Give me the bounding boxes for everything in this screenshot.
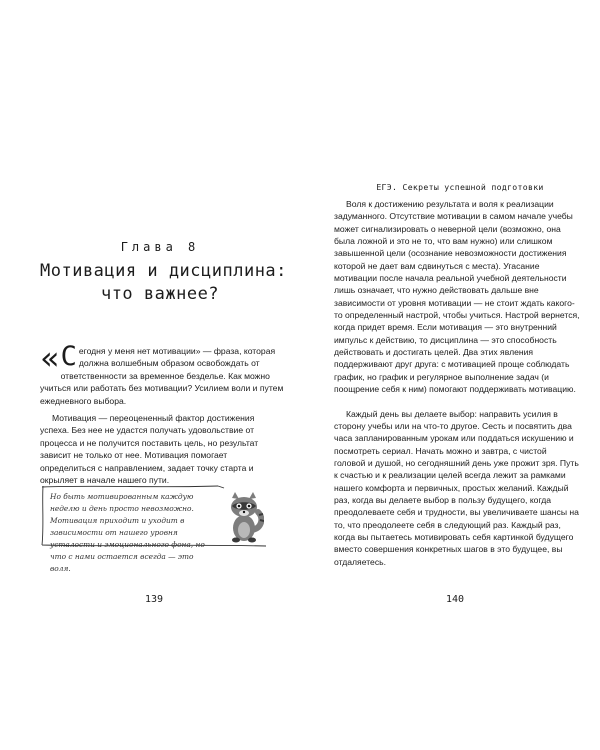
body-paragraph: Воля к достижению результата и воля к реализации задуманного. Отсутствие мотивации в самом начале учебы может сигнализировать о неверной цели (возможно, она была ложной и это не то, что вам нужно) или слишком завышенной цели (осознание невозможности достижения которой не дает вам сдвинуться с места). Угасание мотивации после начала реальной учебной деятельности лишь означает, что нужно действовать дальше вне зависимости от уровня мотивации — не стоит ждать какого-то определенный настрой, чтобы учиться. Настрой вернется, когда придет время. Если мотивация — это внутренний импульс к действию, то дисциплина — это способность действовать и достигать целей. Два этих явления поддерживают друг друга: с мотивацией проще соблюдать график, но график и регулярное выполнение задач (и поощрение себя к ним) помогают поддерживать мотивацию.: [334, 199, 580, 395]
page-number: 140: [446, 594, 465, 605]
opening-quote-mark: «: [40, 339, 60, 377]
lead-paragraph: [40, 339, 284, 407]
body-paragraph: Каждый день вы делаете выбор: направить усилия в сторону учебы или на что-то другое. Сесть и посвятить два часа запланированным урокам или поддаться искушению и посмотреть сериал. Начать можно и завтра, с чистой головой и душой, но сегодняшний день уже прожит зря. Путь к счастью и к реализации целей всегда лежит за рамками нашего комфорта и первичных, простых желаний. Каждый раз, когда вы делаете выбор в пользу будущего, когда преодолеваете себя и трудности, вы увеличиваете шансы на то, что преодолеете себя в следующий раз. Каждый раз, когда вы пытаетесь мотивировать себя картинкой будущего вместо совершения конкретных шагов в это будущее, вы отдаляетесь.: [334, 408, 579, 567]
right-page: [300, 0, 600, 750]
chapter-label: Глава 8: [120, 240, 200, 254]
body-paragraph: Мотивация — переоцененный фактор достижения успеха. Без нее не удастся получать удовольствие от процесса и не получится поставить цель, но результат зависит не только от нее. Мотивация помогает определиться с направлением, задает точку старта и окрыляет в начале нашего пути.: [40, 413, 259, 486]
drop-cap: С: [60, 341, 77, 372]
page-number: 139: [145, 594, 164, 605]
right-body-text: [334, 198, 580, 568]
lead-text: егодня у меня нет мотивации» — фраза, которая должна волшебным образом освобождать от ответственности за временное безделье. Как можно учиться или работать без мотивации? Усилием воли и путем ежедневного выбора.: [40, 346, 284, 406]
chapter-title: [40, 260, 287, 306]
running-header: ЕГЭ. Секреты успешной подготовки: [376, 182, 544, 192]
chapter-title-line-2: что важнее?: [100, 284, 220, 304]
note-text: Но быть мотивированным каждую неделю и день просто невозможно. Мотивация приходит и уходит в зависимости от нашего уровня усталости и эмоционального фона, но что с нами остается всегда — это воля.: [50, 492, 205, 573]
chapter-title-line-1: Мотивация и дисциплина:: [40, 261, 287, 281]
note-box: [40, 484, 268, 573]
raccoon-illustration-icon: [224, 490, 264, 544]
